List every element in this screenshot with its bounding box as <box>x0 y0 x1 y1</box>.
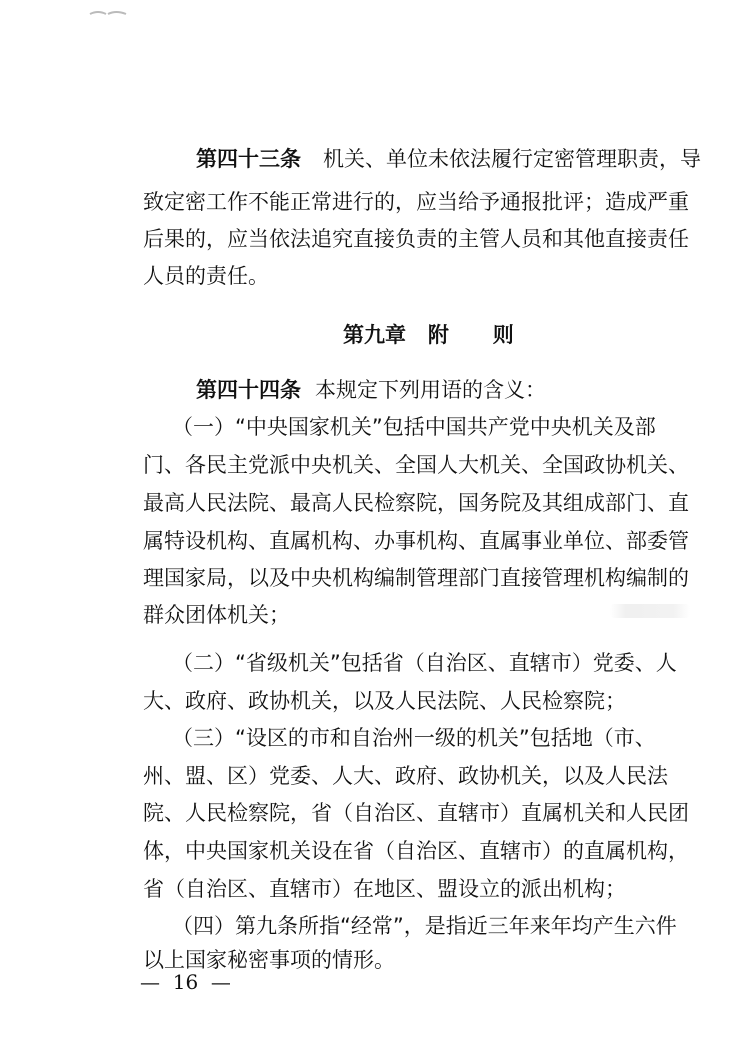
article44-line-11: 院、人民检察院，省（自治区、直辖市）直属机关和人民团 <box>143 801 689 825</box>
article44-line-6: 群众团体机关； <box>143 603 290 627</box>
article44-line-9: （三）“设区的市和自治州一级的机关”包括地（市、 <box>172 726 656 750</box>
article44-line-14: （四）第九条所指“经常”，是指近三年来年均产生六件 <box>172 914 677 938</box>
article44-heading: 第四十四条 <box>196 378 301 402</box>
article44-intro: 本规定下列用语的含义： <box>315 378 546 402</box>
scan-mark <box>88 8 128 18</box>
chapter-title: 第九章 附 则 <box>343 323 514 347</box>
faint-bleed-through <box>610 604 690 618</box>
article44-line-10: 州、盟、区）党委、人大、政府、政协机关，以及人民法 <box>143 764 668 788</box>
article44-line-12: 体，中央国家机关设在省（自治区、直辖市）的直属机构， <box>143 839 689 863</box>
article44-line-2: 门、各民主党派中央机关、全国人大机关、全国政协机关、 <box>143 453 689 477</box>
article43-heading: 第四十三条 <box>196 147 301 171</box>
article43-line-4: 人员的责任。 <box>143 264 269 288</box>
article44-line-4: 属特设机构、直属机构、办事机构、直属事业单位、部委管 <box>143 529 689 553</box>
article43-line-1 <box>196 146 701 173</box>
article44-line-1: （一）“中央国家机关”包括中国共产党中央机关及部 <box>172 415 656 439</box>
article43-line-3: 后果的，应当依法追究直接负责的主管人员和其他直接责任 <box>143 227 689 251</box>
article44-line-5: 理国家局，以及中央机构编制管理部门直接管理机构编制的 <box>143 566 689 590</box>
article44-line-intro <box>196 377 546 404</box>
article44-line-8: 大、政府、政协机关，以及人民法院、人民检察院； <box>143 689 626 713</box>
article44-line-3: 最高人民法院、最高人民检察院，国务院及其组成部门、直 <box>143 491 689 515</box>
article44-line-15: 以上国家秘密事项的情形。 <box>143 948 395 972</box>
article43-line-2: 致定密工作不能正常进行的，应当给予通报批评；造成严重 <box>143 190 689 214</box>
article44-line-13: 省（自治区、直辖市）在地区、盟设立的派出机构； <box>143 877 626 901</box>
article44-line-7: （二）“省级机关”包括省（自治区、直辖市）党委、人 <box>172 651 677 675</box>
page-number: — 16 — <box>140 970 231 994</box>
article43-text-1: 机关、单位未依法履行定密管理职责，导 <box>323 147 701 171</box>
